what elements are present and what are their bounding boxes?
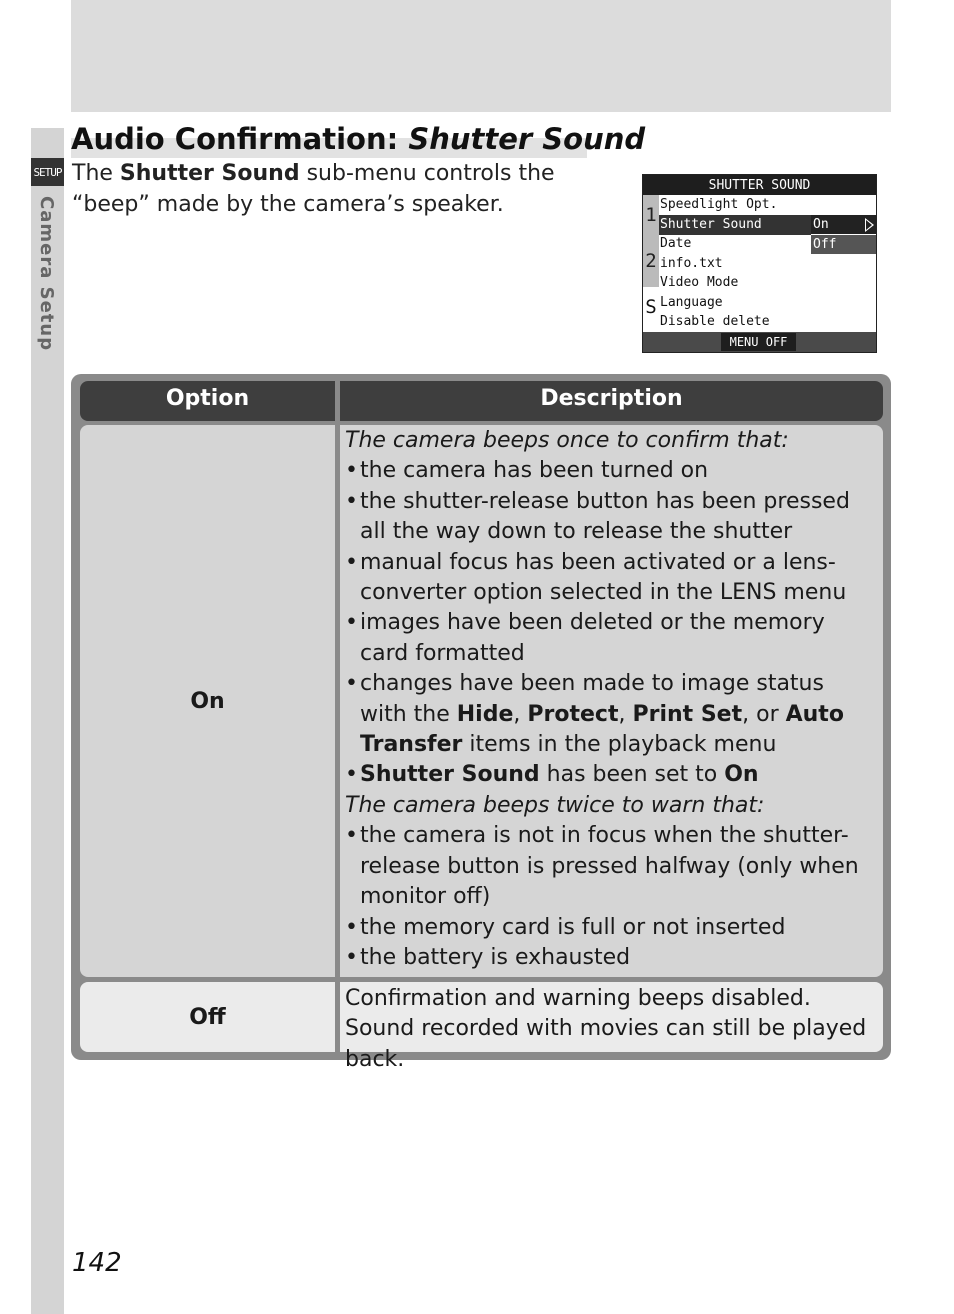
warn-intro: The camera beeps twice to warn that:: [345, 792, 765, 818]
intro-pre: The: [72, 161, 120, 186]
lcd-item-shutter-sound: Shutter Sound: [659, 215, 811, 235]
lcd-item-info-txt: info.txt: [660, 256, 723, 271]
title-italic: Shutter Sound: [408, 122, 646, 156]
list-item: • images have been deleted or the memory card formatted: [345, 608, 877, 669]
list-item: • the camera has been turned on: [345, 456, 877, 486]
lcd-tab-2: 2: [643, 241, 659, 287]
intro-post: sub-menu controls the “beep” made by the camera’s speaker.: [72, 161, 555, 217]
intro-text: [72, 158, 602, 220]
kw-hide: Hide: [456, 701, 514, 727]
list-item: • manual focus has been activated or a lens-converter option selected in the LENS menu: [345, 548, 877, 609]
play-arrow-icon: [865, 218, 874, 232]
lcd-tab-1: 1: [643, 195, 659, 241]
b5-sep: , or: [742, 701, 786, 727]
header-option: Option: [80, 381, 335, 421]
lcd-header: SHUTTER SOUND: [643, 175, 876, 195]
section-tab: SETUP: [31, 158, 64, 186]
confirm-intro: The camera beeps once to confirm that:: [345, 428, 789, 453]
option-off: Off: [80, 982, 335, 1052]
lcd-item-speedlight: Speedlight Opt.: [660, 197, 778, 212]
list-item: [345, 760, 877, 790]
lcd-item-date: Date: [660, 236, 692, 251]
list-item: • the battery is exhausted: [345, 943, 877, 973]
lcd-item-language: Language: [660, 295, 723, 310]
kw-on: On: [724, 762, 759, 788]
kw-print-set: Print Set: [632, 701, 743, 727]
lcd-tab-setup: S: [643, 287, 659, 332]
lcd-item-video-mode: Video Mode: [660, 275, 739, 290]
b5-post: items in the playback menu: [462, 732, 777, 758]
lcd-sub-off: Off: [811, 235, 876, 254]
b5-sep: ,: [513, 701, 528, 727]
kw-protect: Protect: [527, 701, 619, 727]
list-item: • the memory card is full or not inserted: [345, 913, 877, 943]
list-item: [345, 669, 877, 760]
confirm-list: [345, 456, 877, 790]
page-title: [71, 118, 646, 158]
lcd-item-disable-delete: Disable delete: [660, 314, 770, 329]
title-main: Audio Confirmation:: [71, 122, 409, 156]
section-label: Camera Setup: [36, 196, 57, 352]
list-item: • the shutter-release button has been pressed all the way down to release the shutter: [345, 487, 877, 548]
kw-auto-transfer: Auto Transfer: [360, 701, 844, 758]
b5-pre: changes have been made to image status with the: [360, 671, 824, 727]
header-description: Description: [340, 381, 883, 421]
option-on: On: [80, 425, 335, 977]
lcd-menu: [659, 195, 876, 332]
camera-menu-screenshot: [642, 174, 877, 353]
lcd-sub-on-label: On: [813, 217, 829, 232]
list-item: • the camera is not in focus when the shutter-release button is pressed halfway (only when monitor off): [345, 821, 877, 912]
kw-shutter-sound: Shutter Sound: [360, 762, 540, 788]
intro-keyword: Shutter Sound: [119, 161, 300, 186]
warn-list: [345, 821, 877, 973]
description-off: Confirmation and warning beeps disabled. Sound recorded with movies can still be played back.: [340, 982, 883, 1052]
lcd-footer: MENU OFF: [721, 333, 796, 351]
b6-mid: has been set to: [539, 762, 725, 788]
page-number: 142: [72, 1248, 122, 1278]
header-band: [71, 0, 891, 112]
b5-sep: ,: [618, 701, 633, 727]
lcd-sub-on: [811, 215, 876, 234]
description-on: [340, 425, 883, 977]
